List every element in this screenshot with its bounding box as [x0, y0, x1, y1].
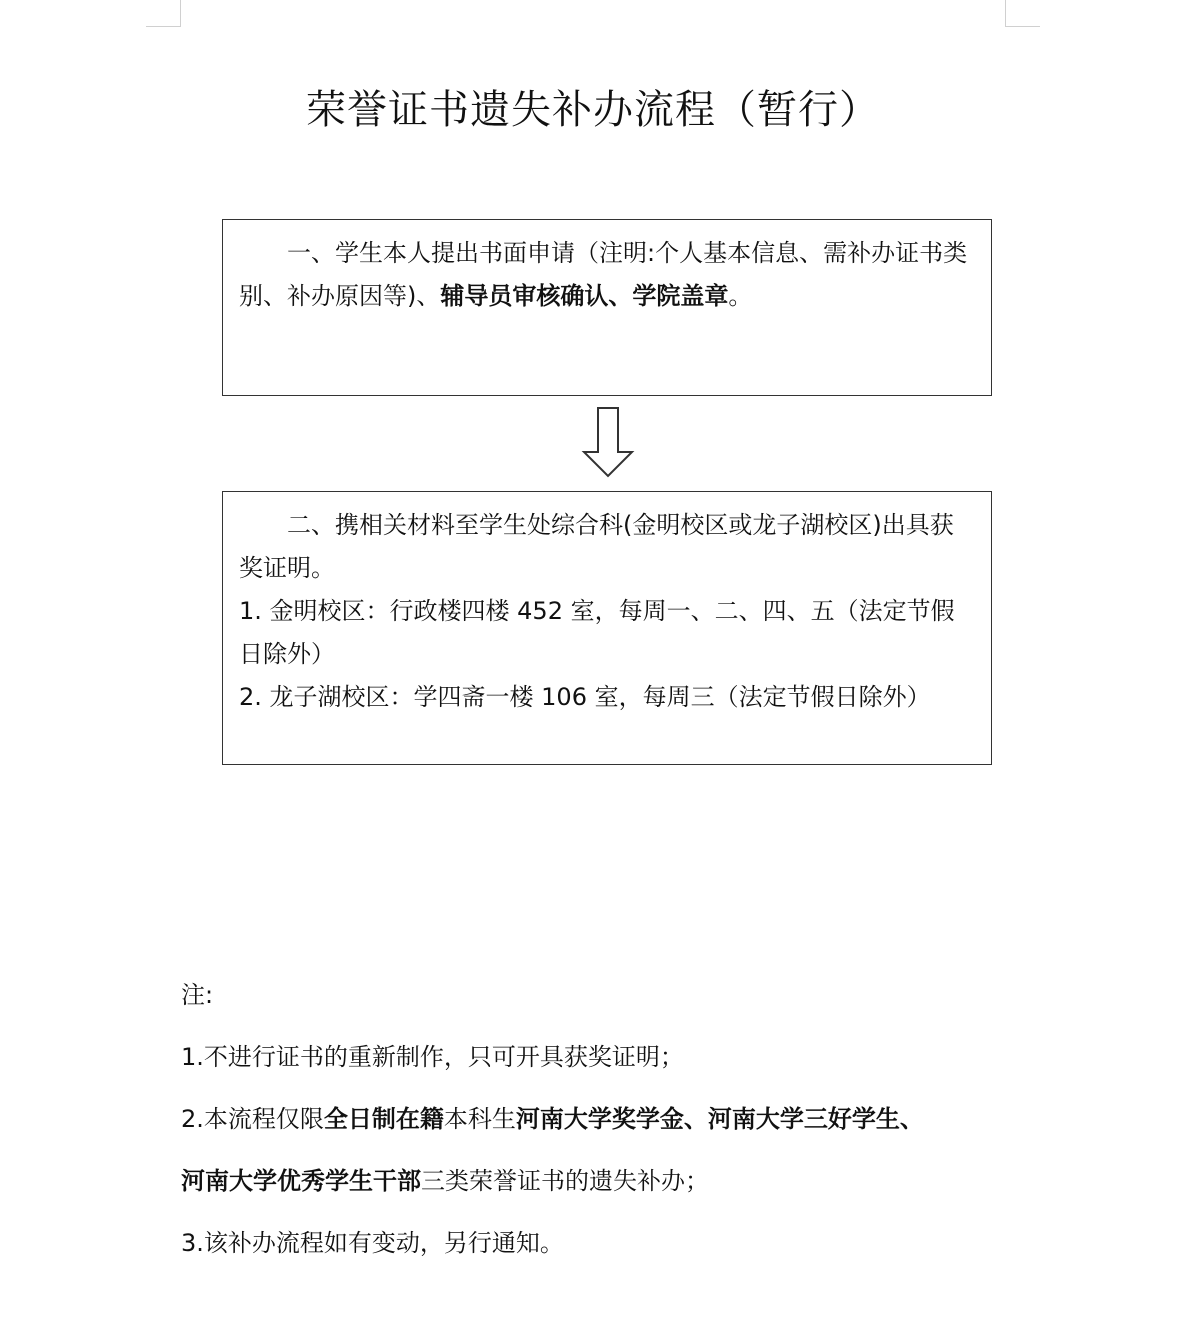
page-title: 荣誉证书遗失补办流程（暂行）	[306, 87, 880, 133]
step-one-text	[239, 232, 977, 318]
step-one-box	[222, 219, 992, 396]
notes-heading: 注:	[181, 981, 214, 1009]
note-2-part-1: 2.本流程仅限	[181, 1105, 324, 1133]
note-item-1: 1.不进行证书的重新制作，只可开具获奖证明；	[181, 1043, 684, 1071]
note-item-2	[181, 1097, 924, 1141]
note-item-3: 3.该补办流程如有变动，另行通知。	[181, 1229, 564, 1257]
note-item-2-continued	[181, 1159, 709, 1203]
step-two-item-jinming: 1. 金明校区：行政楼四楼 452 室，每周一、二、四、五（法定节假日除外）	[239, 597, 955, 668]
page-corner-mark-right	[1005, 0, 1040, 27]
step-two-box	[222, 491, 992, 765]
step-one-bold-text: 辅导员审核确认、学院盖章	[440, 282, 729, 310]
down-arrow-icon	[580, 406, 636, 480]
step-two-intro: 二、携相关材料至学生处综合科(金明校区或龙子湖校区)出具获奖证明。	[239, 511, 954, 582]
note-2-bold-1: 全日制在籍	[323, 1105, 444, 1133]
note-2-part-3: 三类荣誉证书的遗失补办；	[421, 1167, 709, 1195]
note-2-part-2: 本科生	[443, 1105, 516, 1133]
note-2-bold-3: 河南大学优秀学生干部	[181, 1167, 421, 1195]
note-2-bold-2: 河南大学奖学金、河南大学三好学生、	[515, 1105, 924, 1133]
step-two-item-longzihu: 2. 龙子湖校区：学四斋一楼 106 室，每周三（法定节假日除外）	[239, 683, 931, 711]
step-one-end-text: 。	[728, 282, 753, 310]
step-one-normal-text: 一、学生本人提出书面申请（注明:个人基本信息、需补办证书类别、补办原因等)、	[239, 239, 968, 310]
page-corner-mark-left	[146, 0, 181, 27]
